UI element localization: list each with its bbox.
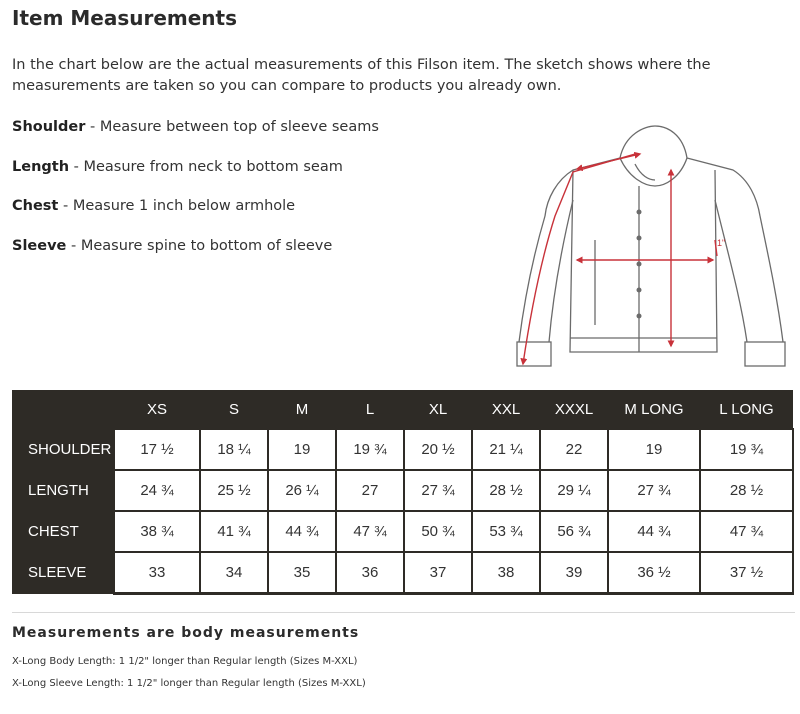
measurement-definitions: [12, 117, 379, 275]
definition-shoulder: [12, 117, 379, 157]
size-chart-table: [12, 390, 794, 595]
table-cell: 36: [336, 552, 404, 594]
table-cell: 44 ¾: [268, 511, 336, 552]
definition-term: Chest: [12, 198, 59, 214]
table-cell: 27: [336, 470, 404, 511]
measurement-lines: [523, 154, 717, 364]
table-cell: 27 ¾: [608, 470, 700, 511]
definition-term: Shoulder: [12, 119, 86, 135]
table-cell: 36 ½: [608, 552, 700, 594]
table-row-length: [12, 470, 793, 511]
row-label: SLEEVE: [12, 552, 114, 594]
table-cell: 27 ¾: [404, 470, 472, 511]
table-cell: 47 ¾: [336, 511, 404, 552]
jacket-measurement-sketch: [495, 120, 795, 382]
size-header: M: [268, 390, 336, 429]
jacket-outline: [517, 126, 785, 366]
table-cell: 38 ¾: [114, 511, 200, 552]
table-cell: 17 ½: [114, 429, 200, 470]
row-label: CHEST: [12, 511, 114, 552]
table-cell: 38: [472, 552, 540, 594]
section-divider: [12, 612, 795, 613]
table-cell: 19 ¾: [700, 429, 793, 470]
footer-note-body-length: X-Long Body Length: 1 1/2" longer than Regular length (Sizes M-XXL): [12, 656, 358, 667]
table-cell: 34: [200, 552, 268, 594]
table-cell: 19 ¾: [336, 429, 404, 470]
table-cell: 37 ½: [700, 552, 793, 594]
size-header: S: [200, 390, 268, 429]
definition-term: Sleeve: [12, 237, 67, 254]
table-cell: 21 ¼: [472, 429, 540, 470]
table-cell: 26 ¼: [268, 470, 336, 511]
page-title: Item Measurements: [12, 6, 238, 30]
table-cell: 41 ¾: [200, 511, 268, 552]
size-header: XL: [404, 390, 472, 429]
table-cell: 37: [404, 552, 472, 594]
footer-heading: Measurements are body measurements: [12, 625, 360, 641]
table-row-shoulder: [12, 429, 793, 470]
definition-chest: [12, 196, 379, 236]
row-label: LENGTH: [12, 470, 114, 511]
table-cell: 39: [540, 552, 608, 594]
table-corner-cell: [12, 390, 114, 429]
table-cell: 19: [268, 429, 336, 470]
definition-desc: - Measure from neck to bottom seam: [69, 158, 343, 175]
row-label: SHOULDER: [12, 429, 114, 470]
size-header-row: [12, 390, 793, 429]
table-cell: 24 ¾: [114, 470, 200, 511]
table-cell: 50 ¾: [404, 511, 472, 552]
definition-term: Length: [12, 158, 70, 175]
table-cell: 28 ½: [700, 470, 793, 511]
table-cell: 18 ¼: [200, 429, 268, 470]
table-cell: 20 ½: [404, 429, 472, 470]
table-cell: 22: [540, 429, 608, 470]
table-cell: 25 ½: [200, 470, 268, 511]
size-header: L: [336, 390, 404, 429]
table-cell: 33: [114, 552, 200, 594]
definition-desc: - Measure 1 inch below armhole: [58, 198, 296, 214]
table-cell: 29 ¼: [540, 470, 608, 511]
table-row-chest: [12, 511, 793, 552]
table-row-sleeve: [12, 552, 793, 594]
definition-length: [12, 157, 379, 197]
table-cell: 56 ¾: [540, 511, 608, 552]
size-header: XXL: [472, 390, 540, 429]
definition-sleeve: [12, 236, 379, 276]
definition-desc: - Measure spine to bottom of sleeve: [66, 237, 333, 254]
table-cell: 44 ¾: [608, 511, 700, 552]
intro-paragraph: In the chart below are the actual measurements of this Filson item. The sketch shows where the measurements are taken so you can compare to products you already own.: [12, 57, 711, 94]
footer-note-sleeve-length: X-Long Sleeve Length: 1 1/2" longer than Regular length (Sizes M-XXL): [12, 678, 366, 689]
table-cell: 19: [608, 429, 700, 470]
size-header: L LONG: [700, 390, 793, 429]
size-header: XS: [114, 390, 200, 429]
table-cell: 35: [268, 552, 336, 594]
table-cell: 47 ¾: [700, 511, 793, 552]
definition-desc: - Measure between top of sleeve seams: [85, 119, 379, 135]
sleeve-measure-line: [523, 154, 635, 364]
table-cell: 53 ¾: [472, 511, 540, 552]
size-header: M LONG: [608, 390, 700, 429]
table-cell: 28 ½: [472, 470, 540, 511]
armhole-offset-label: 1": [717, 238, 726, 248]
size-header: XXXL: [540, 390, 608, 429]
